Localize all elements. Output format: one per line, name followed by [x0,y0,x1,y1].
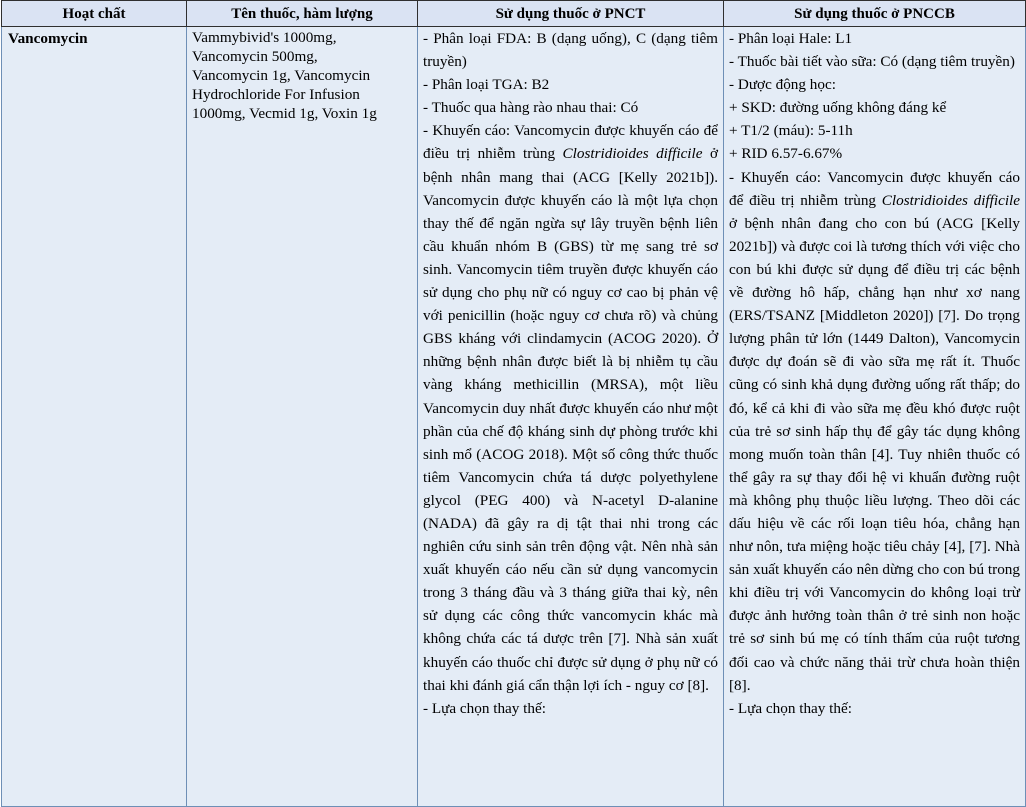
recommendation-text: ở bệnh nhân đang cho con bú (ACG [Kelly 2021b]) và được coi là tương thích với việc cho con bú khi được sử dụng để điều trị các bệnh về đường hô hấp, chẳng hạn như xơ nang (ERS/TSANZ [Middleton 2020]) [7]. Do trọng lượng phân tử lớn (1449 Dalton), Vancomycin được dự đoán sẽ đi vào sữa mẹ rất ít. Thuốc cũng có sinh khả dụng đường uống rất thấp; do đó, kể cả khi đi vào sữa mẹ đều khó được ruột của trẻ sơ sinh hấp thụ để gây tác dụng không mong muốn toàn thân [4]. Tuy nhiên thuốc có thể gây ra sự thay đổi hệ vi khuẩn đường ruột mà không phụ thuộc liều lượng. Theo dõi các dấu hiệu về các rối loạn tiêu hóa, chẳng hạn như nôn, tưa miệng hoặc tiêu chảy [4], [7]. Nhà sản xuất khuyến cáo nên dừng cho con bú trong khi điều trị với Vancomycin do không loại trừ được ảnh hưởng toàn thân ở trẻ sinh non hoặc trẻ sơ sinh bú mẹ có tính thấm của ruột tương đối cao và chức năng thải trừ chưa hoàn thiện [8]. [729,214,1020,694]
alternatives-label: - Lựa chọn thay thế: [423,699,546,717]
pregnancy-cell [418,27,724,807]
lactation-cell [724,27,1026,807]
hale-category: - Phân loại Hale: L1 [729,30,853,47]
drug-table [1,0,1026,807]
drug-names-cell [187,27,418,807]
pregnancy-recommendation [423,119,718,696]
rid: + RID 6.57-6.67% [729,145,843,163]
header-pregnancy-use: Sử dụng thuốc ở PNCT [418,1,724,27]
active-ingredient-cell [2,27,187,807]
tga-category: - Phân loại TGA: B2 [423,76,550,94]
active-ingredient: Vancomycin [8,30,88,47]
drug-name-line: Vammybivid's 1000mg, [192,29,337,46]
drug-name-line: Vancomycin 1g, Vancomycin [192,67,371,84]
recommendation-text: ở bệnh nhân mang thai (ACG [Kelly 2021b]). Vancomycin được khuyến cáo là một lựa chọn thay thế để ngăn ngừa sự lây truyền bệnh liên cầu khuẩn nhóm B (GBS) từ mẹ sang trẻ sơ sinh. Vancomycin tiêm truyền được khuyến cáo sử dụng cho phụ nữ có nguy cơ cao bị phản vệ với penicillin (hoặc nguy cơ chưa rõ) và chủng GBS kháng với clindamycin (ACOG 2020). Ở những bệnh nhân được biết là bị nhiễm tụ cầu vàng kháng methicillin (MRSA), một liều Vancomycin duy nhất được khuyến cáo như một phần của chế độ kháng sinh dự phòng trước khi sinh mổ (ACOG 2018). Một số công thức thuốc tiêm Vancomycin chứa tá dược polyethylene glycol (PEG 400) và N-acetyl D-alanine (NADA) đã gây ra dị tật thai nhi trong các nghiên cứu sinh sản trên động vật. Nên nhà sản xuất khuyến cáo nếu cần sử dụng vancomycin trong 3 tháng đầu và 3 tháng giữa thai kỳ, nên sử dụng các công thức vancomycin khác mà không chứa các tá dược trên [7]. Nhà sản xuất khuyến cáo thuốc chỉ được sử dụng ở phụ nữ có thai khi đánh giá cẩn thận lợi ích - nguy cơ [8]. [423,145,718,694]
header-active-ingredient: Hoạt chất [2,1,187,27]
table-row [2,27,1026,807]
header-drug-name: Tên thuốc, hàm lượng [187,1,418,27]
bioavailability: + SKD: đường uống không đáng kể [729,99,947,117]
recommendation-text: - Khuyến cáo: Vancomycin được khuyến cáo để điều trị nhiễm trùng [423,122,718,163]
pharmacokinetics-label: - Dược động học: [729,76,836,94]
placenta-crossing: - Thuốc qua hàng rào nhau thai: Có [423,99,639,117]
recommendation-text: - Khuyến cáo: Vancomycin được khuyến cáo để điều trị nhiễm trùng [729,168,1020,209]
lactation-recommendation [729,166,1020,697]
header-row [2,1,1026,27]
milk-excretion: - Thuốc bài tiết vào sữa: Có (dạng tiêm truyền) [729,53,1015,71]
drug-name-line: Hydrochloride For Infusion [192,86,360,103]
alternatives-label: - Lựa chọn thay thế: [729,699,852,717]
header-lactation-use: Sử dụng thuốc ở PNCCB [724,1,1026,27]
drug-name-line: Vancomycin 500mg, [192,48,318,65]
organism-name: Clostridioides difficile [881,191,1021,209]
organism-name: Clostridioides difficile [562,145,703,163]
half-life: + T1/2 (máu): 5-11h [729,122,853,140]
drug-name-line: 1000mg, Vecmid 1g, Voxin 1g [192,105,377,122]
fda-category: - Phân loại FDA: B (dạng uống), C (dạng tiêm truyền) [423,30,718,71]
